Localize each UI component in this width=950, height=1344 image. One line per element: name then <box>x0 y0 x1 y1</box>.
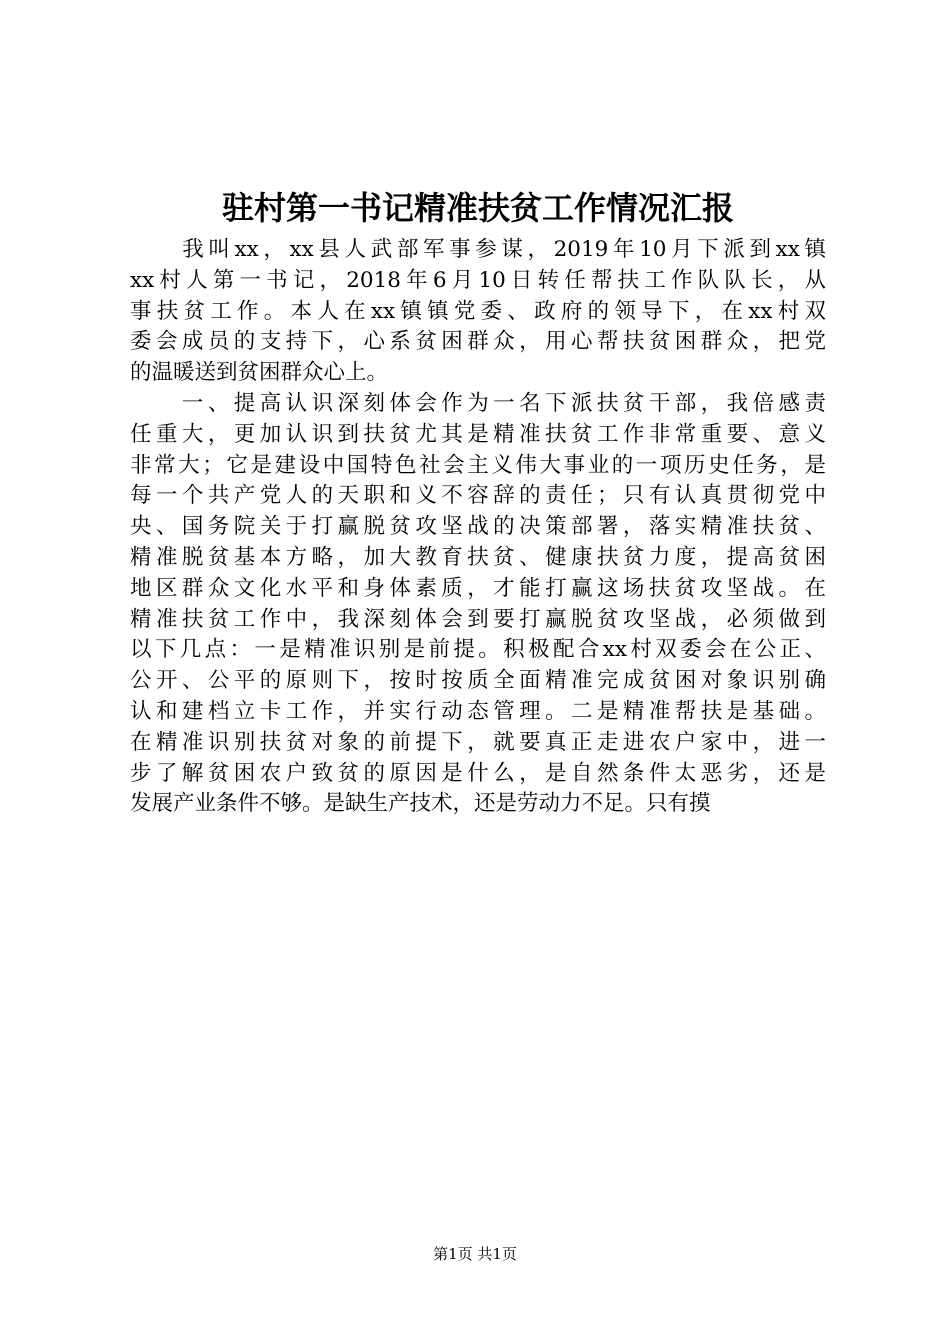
body-line: 步了解贫困农户致贫的原因是什么，是自然条件太恶劣，还是 <box>130 760 826 786</box>
body-line: 的温暖送到贫困群众心上。 <box>130 360 389 386</box>
body-line: 精准扶贫工作中，我深刻体会到要打赢脱贫攻坚战，必须做到 <box>130 606 826 632</box>
body-line: 发展产业条件不够。是缺生产技术，还是劳动力不足。只有摸 <box>130 791 711 817</box>
document-body <box>130 235 826 820</box>
body-line: 以下几点：一是精准识别是前提。积极配合xx村双委会在公正、 <box>130 637 826 663</box>
page-footer: 第1页 共1页 <box>433 1245 517 1263</box>
body-line: 公开、公平的原则下，按时按质全面精准完成贫困对象识别确 <box>130 668 826 694</box>
body-line: 央、国务院关于打赢脱贫攻坚战的决策部署，落实精准扶贫、 <box>130 514 826 540</box>
body-line: 一、提高认识深刻体会作为一名下派扶贫干部，我倍感责 <box>130 390 826 416</box>
body-line: 每一个共产党人的天职和义不容辞的责任；只有认真贯彻党中 <box>130 483 826 509</box>
body-line: 地区群众文化水平和身体素质，才能打赢这场扶贫攻坚战。在 <box>130 575 826 601</box>
document-title: 驻村第一书记精准扶贫工作情况汇报 <box>221 189 734 227</box>
body-line: 非常大；它是建设中国特色社会主义伟大事业的一项历史任务，是 <box>130 452 826 478</box>
body-line: xx村人第一书记，2018年6月10日转任帮扶工作队队长，从 <box>130 267 826 293</box>
body-line: 任重大，更加认识到扶贫尤其是精准扶贫工作非常重要、意义 <box>130 421 826 447</box>
body-line: 在精准识别扶贫对象的前提下，就要真正走进农户家中，进一 <box>130 729 826 755</box>
body-line: 精准脱贫基本方略，加大教育扶贫、健康扶贫力度，提高贫困 <box>130 544 826 570</box>
body-line: 委会成员的支持下，心系贫困群众，用心帮扶贫困群众，把党 <box>130 329 826 355</box>
body-line: 我叫xx，xx县人武部军事参谋，2019年10月下派到xx镇 <box>130 237 826 262</box>
body-line: 认和建档立卡工作，并实行动态管理。二是精准帮扶是基础。 <box>130 698 826 724</box>
body-line: 事扶贫工作。本人在xx镇镇党委、政府的领导下，在xx村双 <box>130 298 826 324</box>
